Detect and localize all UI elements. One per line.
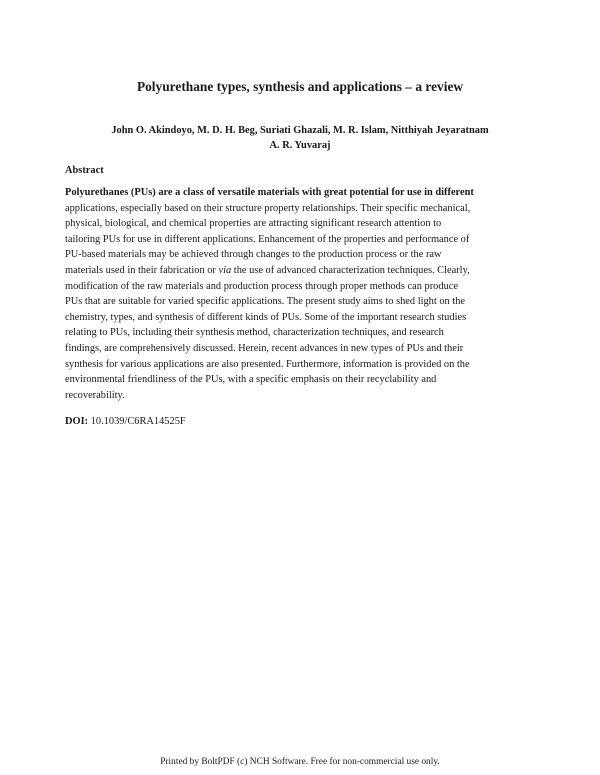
abstract-line: PUs that are suitable for varied specific applications. The present study aims to shed light on the	[65, 296, 466, 308]
abstract-body	[65, 185, 537, 403]
abstract-line	[65, 263, 537, 279]
author-line-2: A. R. Yuvaraj	[269, 140, 331, 151]
abstract-line: chemistry, types, and synthesis of different kinds of PUs. Some of the important research studies	[65, 311, 467, 323]
abstract-line: physical, biological, and chemical properties are attracting significant research attention to	[65, 218, 442, 230]
doi-label: DOI:	[65, 416, 89, 427]
abstract-line: relating to PUs, including their synthesis method, characterization techniques, and research	[65, 327, 444, 339]
abstract-line: findings, are comprehensively discussed. Herein, recent advances in new types of PUs and their	[65, 342, 464, 354]
author-line-1: John O. Akindoyo, M. D. H. Beg, Suriati Ghazali, M. R. Islam, Nitthiyah Jeyaratnam	[111, 125, 489, 136]
abstract-line: Polyurethanes (PUs) are a class of versatile materials with great potential for use in different	[65, 187, 474, 198]
abstract-line: applications, especially based on their structure property relationships. Their specific mechanical,	[65, 202, 471, 214]
author-list	[60, 123, 540, 153]
abstract-text-fragment: the use of advanced characterization techniques. Clearly,	[231, 264, 470, 276]
doi	[65, 416, 186, 427]
abstract-line: synthesis for various applications are also presented. Furthermore, information is provided on the	[65, 358, 470, 370]
abstract-line: modification of the raw materials and production process through proper methods can produce	[65, 280, 458, 292]
abstract-italic-word: via	[218, 264, 232, 276]
abstract-line: recoverability.	[65, 389, 125, 401]
print-footer: Printed by BoltPDF (c) NCH Software. Free for non-commercial use only.	[160, 757, 440, 767]
abstract-line: environmental friendliness of the PUs, with a specific emphasis on their recyclability and	[65, 374, 437, 386]
paper-title: Polyurethane types, synthesis and applications – a review	[136, 79, 464, 94]
abstract-heading: Abstract	[65, 165, 104, 176]
doi-value[interactable]: 10.1039/C6RA14525F	[90, 416, 186, 427]
abstract-line: PU-based materials may be achieved through changes to the production process or the raw	[65, 249, 442, 261]
abstract-text-fragment: materials used in their fabrication or	[65, 264, 219, 276]
abstract-line: tailoring PUs for use in different applications. Enhancement of the properties and performance of	[65, 233, 470, 245]
